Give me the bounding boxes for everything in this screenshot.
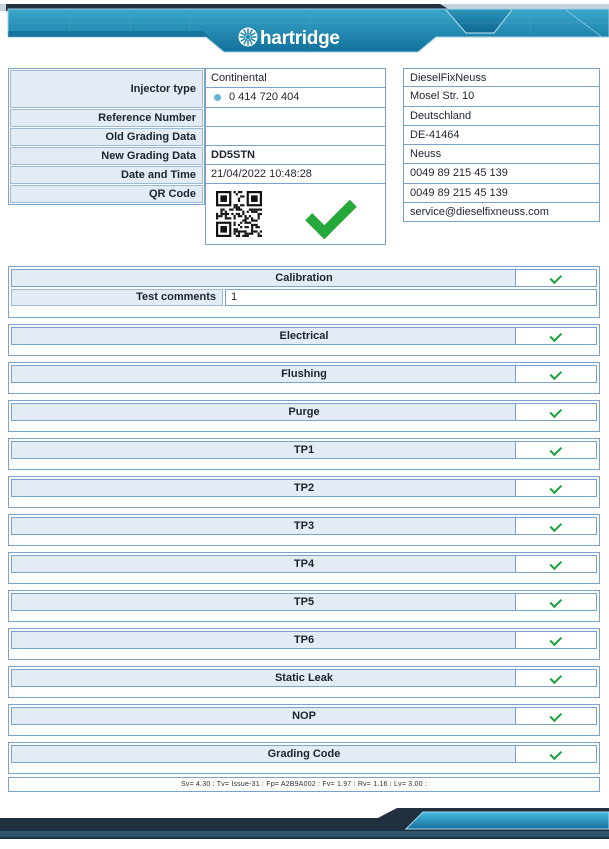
section-tp1 bbox=[8, 438, 600, 470]
customer-phone1: 0049 89 215 45 139 bbox=[403, 164, 600, 183]
status-cell bbox=[515, 518, 596, 534]
brand-logo-text: hartridge bbox=[260, 28, 340, 49]
check-icon bbox=[549, 633, 562, 646]
qr-valid-check-icon bbox=[305, 188, 357, 240]
check-icon bbox=[549, 595, 562, 608]
section-title: TP3 bbox=[293, 520, 315, 532]
section-header bbox=[11, 327, 597, 345]
footer-stripe bbox=[0, 831, 609, 837]
check-icon bbox=[549, 709, 562, 722]
section-tp2 bbox=[8, 476, 600, 508]
section-header bbox=[11, 669, 597, 687]
qr-code bbox=[216, 191, 262, 237]
section-title: Flushing bbox=[281, 368, 327, 380]
injector-part-row bbox=[205, 88, 386, 108]
test-comments-label: Test comments bbox=[11, 289, 223, 306]
version-info-row bbox=[8, 777, 600, 792]
section-header bbox=[11, 403, 597, 421]
section-title: TP4 bbox=[293, 558, 315, 570]
section-title: Electrical bbox=[279, 330, 329, 342]
customer-column bbox=[403, 68, 600, 222]
injector-part-number: 0 414 720 404 bbox=[229, 91, 300, 103]
status-cell bbox=[515, 556, 596, 572]
footer-stripe-dark bbox=[0, 837, 609, 839]
section-electrical bbox=[8, 324, 600, 356]
check-icon bbox=[549, 329, 562, 342]
section-header bbox=[11, 517, 597, 535]
section-header bbox=[11, 479, 597, 497]
section-header bbox=[11, 441, 597, 459]
check-icon bbox=[549, 671, 562, 684]
section-grading-code bbox=[8, 742, 600, 774]
section-title: Calibration bbox=[275, 272, 333, 284]
section-title: Grading Code bbox=[267, 748, 341, 760]
label-old-grading: Old Grading Data bbox=[10, 128, 203, 146]
section-title: Purge bbox=[288, 406, 320, 418]
status-cell bbox=[515, 270, 596, 286]
section-header bbox=[11, 555, 597, 573]
label-qr-code: QR Code bbox=[10, 185, 203, 203]
status-cell bbox=[515, 442, 596, 458]
section-tp3 bbox=[8, 514, 600, 546]
check-icon bbox=[549, 367, 562, 380]
customer-city: Neuss bbox=[403, 145, 600, 164]
bullet-icon bbox=[214, 94, 221, 101]
label-reference-number: Reference Number bbox=[10, 109, 203, 127]
section-nop bbox=[8, 704, 600, 736]
section-header bbox=[11, 593, 597, 611]
label-date-time: Date and Time bbox=[10, 166, 203, 184]
status-cell bbox=[515, 594, 596, 610]
injector-info-table bbox=[8, 68, 600, 250]
footer-blue-panel bbox=[406, 812, 609, 829]
status-cell bbox=[515, 632, 596, 648]
injector-make: Continental bbox=[205, 68, 386, 88]
status-cell bbox=[515, 404, 596, 420]
check-icon bbox=[549, 271, 562, 284]
status-cell bbox=[515, 708, 596, 724]
qr-cell bbox=[205, 184, 386, 245]
header-banner bbox=[0, 2, 609, 56]
status-cell bbox=[515, 746, 596, 762]
new-grading-value: DD5STN bbox=[205, 146, 386, 165]
check-icon bbox=[549, 405, 562, 418]
section-header bbox=[11, 365, 597, 383]
info-label-column bbox=[8, 68, 205, 205]
test-comments-row bbox=[11, 289, 597, 306]
section-static-leak bbox=[8, 666, 600, 698]
wheel-icon bbox=[239, 28, 258, 47]
section-title: Static Leak bbox=[274, 672, 334, 684]
section-header bbox=[11, 631, 597, 649]
label-injector-type: Injector type bbox=[10, 70, 203, 108]
status-cell bbox=[515, 480, 596, 496]
customer-country: Deutschland bbox=[403, 107, 600, 126]
customer-street: Mosel Str. 10 bbox=[403, 87, 600, 106]
section-tp4 bbox=[8, 552, 600, 584]
section-tp6 bbox=[8, 628, 600, 660]
datetime-value: 21/04/2022 10:48:28 bbox=[205, 165, 386, 184]
reference-value bbox=[205, 108, 386, 127]
version-info-text: Sv= 4.30 : Tv= Issue-31 : Fp= A2B9A002 : Fv= 1.97 : Rv= 1.16 : Lv= 3.00 : bbox=[181, 781, 427, 788]
section-title: TP1 bbox=[293, 444, 315, 456]
section-header bbox=[11, 745, 597, 763]
status-cell bbox=[515, 328, 596, 344]
footer-banner bbox=[0, 804, 609, 848]
customer-phone2: 0049 89 215 45 139 bbox=[403, 184, 600, 203]
customer-email: service@dieselfixneuss.com bbox=[403, 203, 600, 222]
banner-shadow-strip bbox=[8, 31, 210, 37]
section-header bbox=[11, 269, 597, 287]
section-flushing bbox=[8, 362, 600, 394]
section-title: NOP bbox=[292, 710, 316, 722]
check-icon bbox=[549, 557, 562, 570]
status-cell bbox=[515, 670, 596, 686]
section-purge bbox=[8, 400, 600, 432]
section-title: TP5 bbox=[293, 596, 315, 608]
section-title: TP6 bbox=[293, 634, 315, 646]
customer-name: DieselFixNeuss bbox=[403, 68, 600, 87]
label-new-grading: New Grading Data bbox=[10, 147, 203, 165]
status-cell bbox=[515, 366, 596, 382]
old-grading-value bbox=[205, 127, 386, 146]
section-title: TP2 bbox=[293, 482, 315, 494]
check-icon bbox=[549, 519, 562, 532]
section-tp5 bbox=[8, 590, 600, 622]
check-icon bbox=[549, 747, 562, 760]
info-value-column bbox=[205, 68, 386, 245]
check-icon bbox=[549, 481, 562, 494]
check-icon bbox=[549, 443, 562, 456]
customer-postcode: DE-41464 bbox=[403, 126, 600, 145]
test-comments-value: 1 bbox=[225, 289, 597, 306]
section-header bbox=[11, 707, 597, 725]
section-calibration bbox=[8, 266, 600, 318]
